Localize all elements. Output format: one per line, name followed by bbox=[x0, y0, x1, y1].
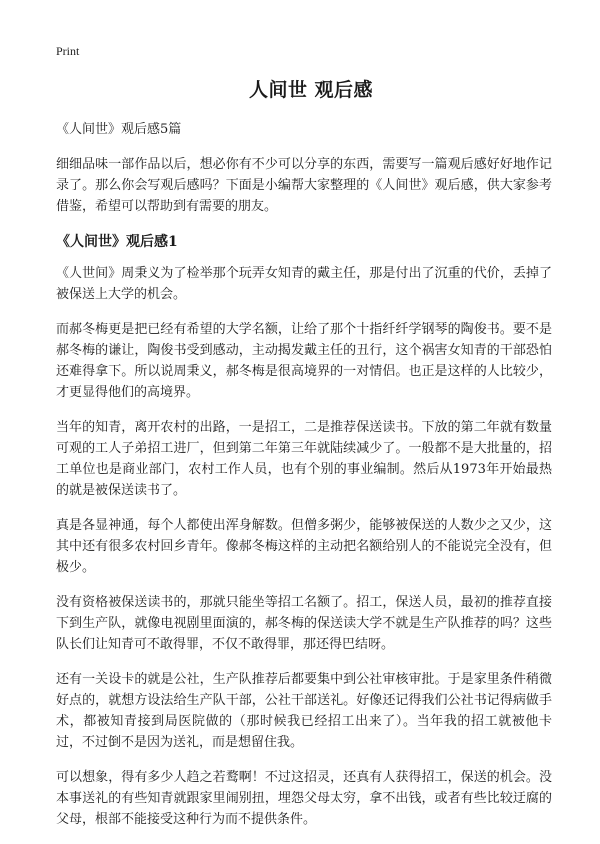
paragraph: 没有资格被保送读书的，那就只能坐等招工名额了。招工，保送人员，最初的推荐直接下到生产队，就像电视剧里面演的，郝冬梅的保送读大学不就是生产队推荐的吗？这些队长们让知青可不敢得罪，不仅不敢得罪，那还得巴结呀。 bbox=[56, 595, 552, 652]
page-title: 人间世 观后感 bbox=[248, 79, 374, 101]
section-heading: 《人间世》观后感1 bbox=[56, 234, 178, 250]
intro-paragraph: 细细品味一部作品以后，想必你有不少可以分享的东西，需要写一篇观后感好好地作记录了。那么你会写观后感吗？下面是小编帮大家整理的《人间世》观后感，供大家参考借鉴，希望可以帮助到有需要的朋友。 bbox=[56, 157, 552, 214]
paragraph: 可以想象，得有多少人趋之若鹜啊！不过这招灵，还真有人获得招工，保送的机会。没本事送礼的有些知青就跟家里闹别扭，埋怨父母太穷，拿不出钱，或者有些比较迂腐的父母，根部不能接受这种行为而不提供条件。 bbox=[56, 770, 552, 827]
paragraph: 而郝冬梅更是把已经有希望的大学名额，让给了那个十指纤纤学钢琴的陶俊书。要不是郝冬梅的谦让，陶俊书受到感动，主动揭发戴主任的丑行，这个祸害女知青的干部恐怕还难得拿下。所以说周秉义，郝冬梅是很高境界的一对情侣。也正是这样的人比较少，才更显得他们的高境界。 bbox=[56, 322, 552, 400]
print-link[interactable]: Print bbox=[56, 44, 80, 58]
paragraph: 还有一关设卡的就是公社，生产队推荐后都要集中到公社审核审批。于是家里条件稍微好点的，就想方设法给生产队干部，公社干部送礼。好像还记得我们公社书记得病做手术，都被知青接到局医院做的（那时候我已经招工出来了）。当年我的招工就被他卡过，不过倒不是因为送礼，而是想留住我。 bbox=[56, 672, 552, 750]
paragraph: 《人世间》周秉义为了检举那个玩弄女知青的戴主任，那是付出了沉重的代价，丢掉了被保送上大学的机会。 bbox=[56, 266, 552, 302]
document-subtitle: 《人间世》观后感5篇 bbox=[56, 122, 182, 137]
paragraph: 真是各显神通，每个人都使出浑身解数。但僧多粥少，能够被保送的人数少之又少，这其中还有很多农村回乡青年。像郝冬梅这样的主动把名额给别人的不能说完全没有，但极少。 bbox=[56, 518, 552, 575]
paragraph: 当年的知青，离开农村的出路，一是招工，二是推荐保送读书。下放的第二年就有数量可观的工人子弟招工进厂，但到第二年第三年就陆续减少了。一般都不是大批量的，招工单位也是商业部门，农村工作人员，也有个别的事业编制。然后从1973年开始最热的就是被保送读书了。 bbox=[56, 420, 552, 498]
document-body bbox=[56, 76, 552, 844]
